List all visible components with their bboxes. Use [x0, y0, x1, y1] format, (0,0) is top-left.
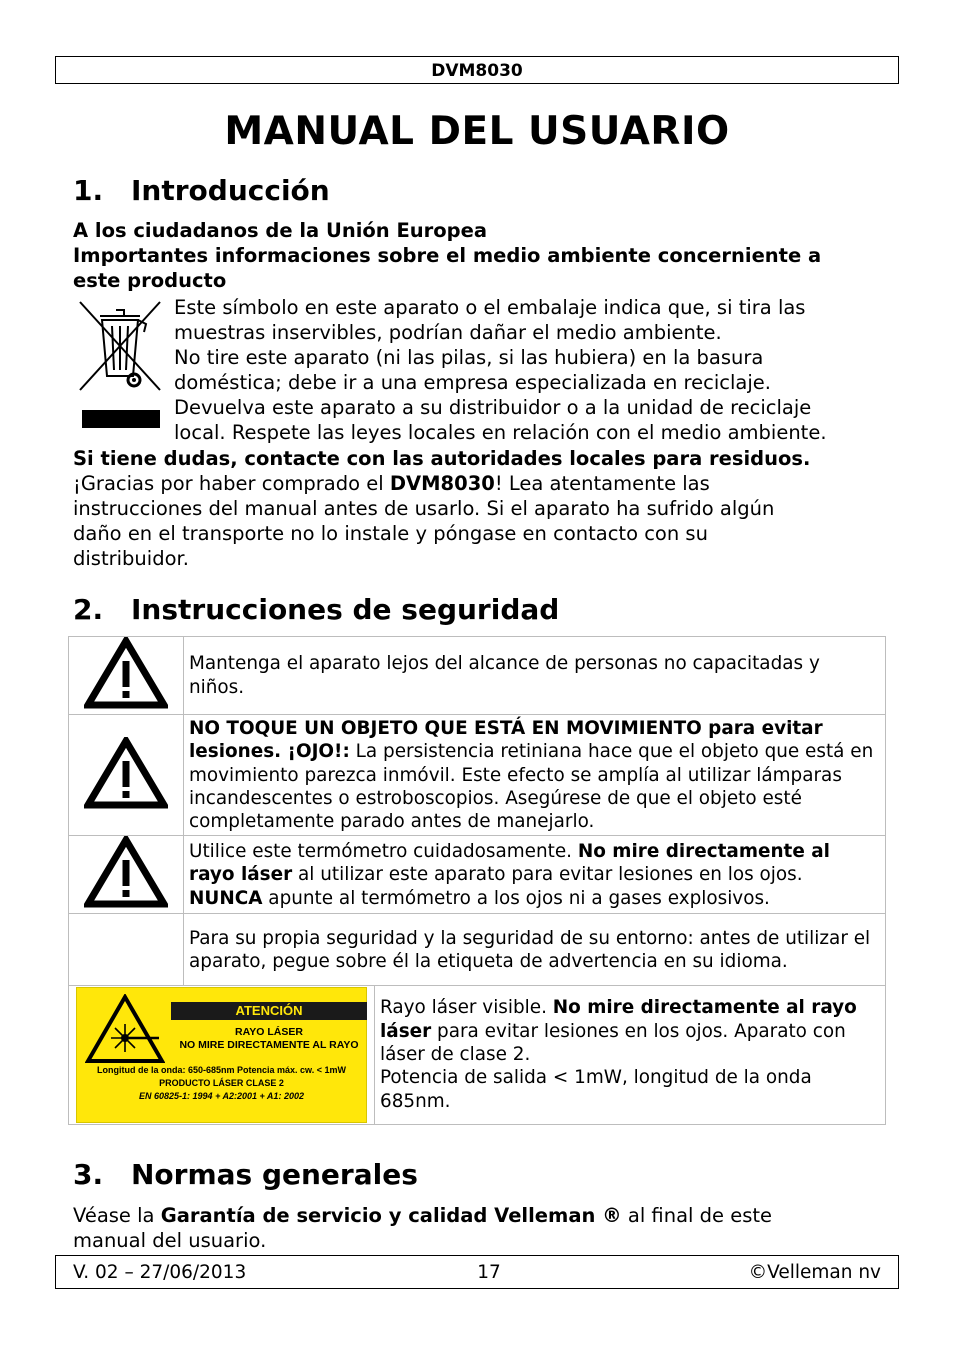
- laser-label-line1: RAYO LÁSER: [235, 1026, 303, 1039]
- safety-text-2: NO TOQUE UN OBJETO QUE ESTÁ EN MOVIMIENTO para evitar lesiones. ¡OJO!: La persistencia retiniana hace que el objeto que está en movimiento parezca inmóvil. Este efecto se amplía al utilizar lámparas incandescentes o estroboscopios. Asegúrese de que el objeto esté completamente parado antes de manejarlo.: [184, 715, 886, 836]
- laser-label-line3: Longitud de la onda: 650-685nm Potencia máx. cw. < 1mW: [97, 1065, 346, 1076]
- laser-label-header: ATENCIÓN: [171, 1002, 367, 1020]
- safety-row: [69, 637, 886, 715]
- warning-triangle-icon: [69, 836, 184, 914]
- laser-warning-label: [69, 986, 375, 1124]
- safety-text-5: Rayo láser visible. No mire directamente al rayo láser para evitar lesiones en los ojos. Aparato con láser de clase 2. Potencia de salida < 1mW, longitud de la onda 685nm.: [380, 997, 857, 1112]
- footer: [55, 1255, 899, 1289]
- laser-label-line2: NO MIRE DIRECTAMENTE AL RAYO: [179, 1039, 359, 1052]
- safety-row: [69, 715, 886, 836]
- safety-row: [69, 986, 886, 1125]
- safety-text-4: Para su propia seguridad y la seguridad de su entorno: antes de utilizar el aparato, pegue sobre él la etiqueta de advertencia en su idioma.: [184, 914, 886, 986]
- laser-label-line4: PRODUCTO LÁSER CLASE 2: [159, 1078, 284, 1089]
- weee-text: Este símbolo en este aparato o el embalaje indica que, si tira las muestras inservibles, podrían dañar el medio ambiente. No tire este aparato (ni las pilas, si las hubiera) en la basura doméstica; debe ir a una empresa especializada en reciclaje. Devuelva este aparato a su distribuidor o a la unidad de reciclaje local. Respete las leyes locales en relación con el medio ambiente.: [174, 296, 827, 444]
- header-model-box: [55, 56, 899, 84]
- footer-page-number: 17: [477, 1262, 501, 1283]
- safety-row: [69, 914, 886, 986]
- footer-copyright: ©Velleman nv: [748, 1262, 881, 1283]
- eu-heading: A los ciudadanos de la Unión Europea: [73, 219, 488, 242]
- env-heading-2: este producto: [73, 269, 227, 292]
- footer-version: V. 02 – 27/06/2013: [73, 1262, 247, 1283]
- section-1-heading: 1. Introducción: [73, 174, 330, 207]
- page-title: MANUAL DEL USUARIO: [224, 109, 730, 154]
- crossed-out-wheelie-bin-icon: [78, 296, 164, 430]
- warning-triangle-icon: [69, 637, 184, 715]
- laser-hazard-icon: [85, 994, 165, 1069]
- safety-table: [68, 636, 886, 1125]
- section-3-heading: 3. Normas generales: [73, 1158, 418, 1191]
- safety-text-1: Mantenga el aparato lejos del alcance de personas no capacitadas y niños.: [184, 637, 886, 715]
- env-heading-1: Importantes informaciones sobre el medio ambiente concerniente a: [73, 244, 822, 267]
- general-paragraph: Véase la Garantía de servicio y calidad Velleman ® al final de este manual del usuario.: [73, 1204, 773, 1252]
- doubts-text: Si tiene dudas, contacte con las autoridades locales para residuos.: [73, 447, 811, 470]
- header-model: DVM8030: [431, 61, 523, 81]
- laser-label-line5: EN 60825-1: 1994 + A2:2001 + A1: 2002: [139, 1091, 304, 1102]
- thanks-paragraph: ¡Gracias por haber comprado el DVM8030! Lea atentamente las instrucciones del manual antes de usarlo. Si el aparato ha sufrido algún daño en el transporte no lo instale y póngase en contacto con su distribuidor.: [73, 472, 775, 570]
- section-2-heading: 2. Instrucciones de seguridad: [73, 593, 560, 626]
- warning-triangle-icon: [69, 715, 184, 836]
- safety-row: [69, 836, 886, 914]
- safety-text-3: Utilice este termómetro cuidadosamente. No mire directamente al rayo láser al utilizar este aparato para evitar lesiones en los ojos. NUNCA apunte al termómetro a los ojos ni a gases explosivos.: [184, 836, 886, 914]
